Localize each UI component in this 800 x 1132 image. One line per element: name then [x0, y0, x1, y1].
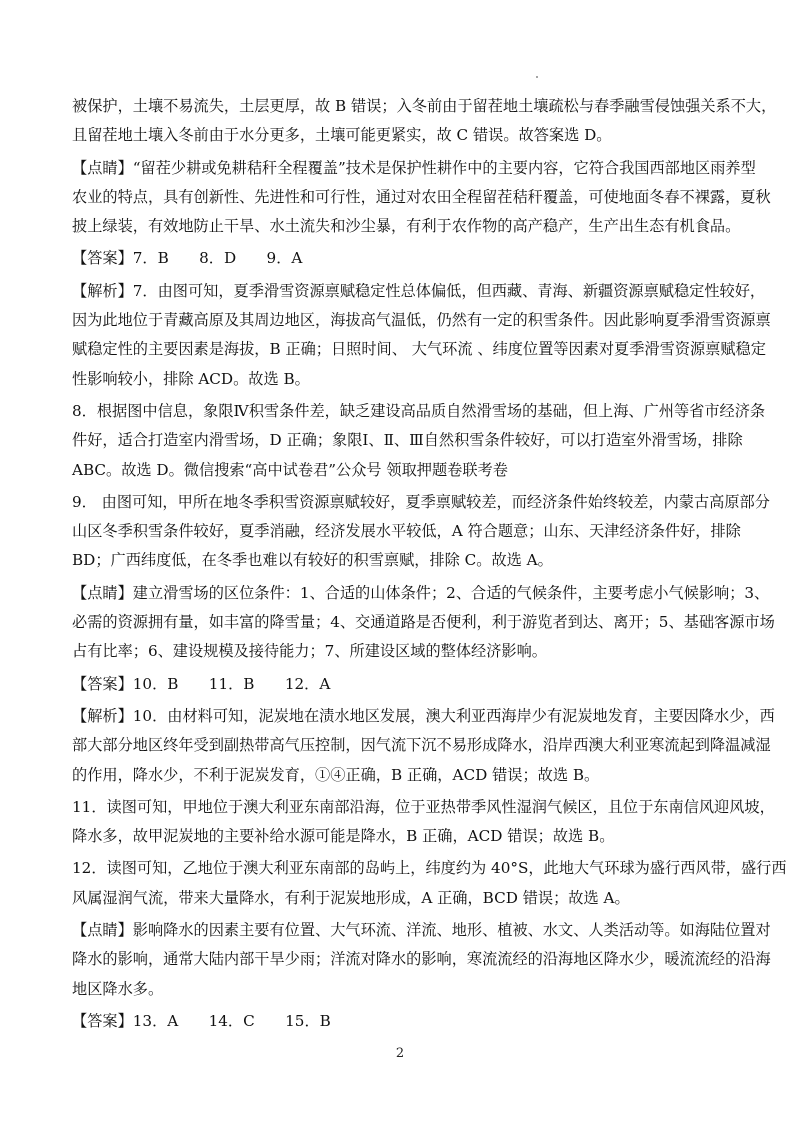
text-line: 【点睛】影响降水的因素主要有位置、大气环流、洋流、地形、植被、水文、人类活动等。如海陆位置对	[72, 921, 771, 940]
analysis-12	[72, 854, 787, 913]
text-line: 【答案】7．B 8．D 9．A	[72, 249, 303, 268]
text-line: 【点睛】建立滑雪场的区位条件：1、合适的山体条件；2、合适的气候条件，主要考虑小气候影响；3、	[72, 583, 770, 602]
text-line: BD；广西纬度低，在冬季也难以有较好的积雪禀赋，排除 C。故选 A。	[72, 551, 553, 570]
text-line: 风属湿润气流，带来大量降水，有利于泥炭地形成，A 正确，BCD 错误；故选 A。	[72, 888, 630, 907]
text-line: 地区降水多。	[72, 979, 164, 998]
document-body	[72, 92, 787, 1039]
text-line: 占有比率；6、建设规模及接待能力；7、所建设区域的整体经济影响。	[72, 642, 547, 661]
text-line: 【答案】13．A 14．C 15．B	[72, 1011, 331, 1030]
text-line: 【答案】10．B 11．B 12．A	[72, 674, 331, 693]
text-line: 【解析】7．由图可知，夏季滑雪资源禀赋稳定性总体偏低，但西藏、青海、新疆资源禀赋稳定性较好，	[72, 281, 766, 300]
answer-line-7-9	[72, 244, 732, 273]
text-line: 农业的特点，具有创新性、先进性和可行性，通过对农田全程留茬秸秆覆盖，可使地面冬春不裸露，夏秋	[72, 187, 771, 206]
text-line: 且留茬地土壤入冬前由于水分更多，土壤可能更紧实，故 C 错误。故答案选 D。	[72, 126, 612, 145]
paragraph-1	[72, 92, 777, 151]
text-line: ABC。故选 D。微信搜索“高中试卷君”公众号 领取押题卷联考卷	[72, 460, 508, 479]
text-line: 披上绿装，有效地防止干旱、水土流失和沙尘暴，有利于农作物的高产稳产，生产出生态有机食品。	[72, 217, 741, 236]
answer-line-13-15	[72, 1007, 732, 1036]
text-line: 部大部分地区终年受到副热带高气压控制，因气流下沉不易形成降水，沿岸西澳大利亚寒流起到降温减湿	[72, 736, 771, 755]
analysis-11	[72, 793, 775, 852]
text-line: 8．根据图中信息，象限Ⅳ积雪条件差，缺乏建设高品质自然滑雪场的基础，但上海、广州等省市经济条	[72, 401, 766, 420]
scan-dot	[536, 76, 538, 78]
text-line: 必需的资源拥有量，如丰富的降雪量；4、交通道路是否便利，利于游览者到达、离开；5、基础客源市场	[72, 613, 775, 632]
text-line: 11．读图可知，甲地位于澳大利亚东南部沿海，位于亚热带季风性湿润气候区，且位于东南信风迎风坡，	[72, 797, 775, 816]
tip-paragraph-1	[72, 154, 771, 242]
text-line: 12．读图可知，乙地位于澳大利亚东南部的岛屿上，纬度约为 40°S，此地大气环球为盛行西风带，盛行西	[72, 859, 787, 878]
analysis-8	[72, 397, 766, 485]
answer-line-10-12	[72, 670, 732, 699]
text-line: 降水的影响，通常大陆内部干旱少雨；洋流对降水的影响，寒流流经的沿海地区降水少，暖流流经的沿海	[72, 950, 771, 969]
text-line: 【解析】10．由材料可知，泥炭地在渍水地区发展，澳大利亚西海岸少有泥炭地发育，主要因降水少，西	[72, 706, 775, 725]
text-line: 被保护，土壤不易流失，土层更厚，故 B 错误；入冬前由于留茬地土壤疏松与春季融雪侵蚀强关系不大，	[72, 97, 777, 115]
analysis-9	[72, 488, 770, 576]
text-line: 【点睛】“留茬少耕或免耕秸秆全程覆盖”技术是保护性耕作中的主要内容，它符合我国西部地区雨养型	[72, 158, 756, 177]
tip-paragraph-2	[72, 579, 775, 667]
text-line: 的作用，降水少，不利于泥炭发育，①④正确，B 正确，ACD 错误；故选 B。	[72, 765, 600, 784]
analysis-7	[72, 277, 771, 394]
text-line: 山区冬季积雪条件较好，夏季消融，经济发展水平较低，A 符合题意；山东、天津经济条件好，排除	[72, 522, 741, 541]
text-line: 因为此地位于青藏高原及其周边地区，海拔高气温低，仍然有一定的积雪条件。因此影响夏季滑雪资源禀	[72, 311, 771, 330]
text-line: 9． 由图可知，甲所在地冬季积雪资源禀赋较好，夏季禀赋较差，而经济条件始终较差，内蒙古高原部分	[72, 492, 770, 511]
text-line: 降水多，故甲泥炭地的主要补给水源可能是降水，B 正确，ACD 错误；故选 B。	[72, 827, 615, 846]
analysis-10	[72, 702, 775, 790]
text-line: 赋稳定性的主要因素是海拔，B 正确；日照时间、 大气环流 、纬度位置等因素对夏季滑雪资源禀赋稳定	[72, 340, 766, 359]
text-line: 性影响较小，排除 ACD。故选 B。	[72, 369, 310, 388]
text-line: 件好，适合打造室内滑雪场，D 正确；象限Ⅰ、Ⅱ、Ⅲ自然积雪条件较好，可以打造室外滑雪场，排除	[72, 431, 743, 450]
tip-paragraph-3	[72, 916, 771, 1004]
page-number: 2	[395, 1046, 405, 1061]
